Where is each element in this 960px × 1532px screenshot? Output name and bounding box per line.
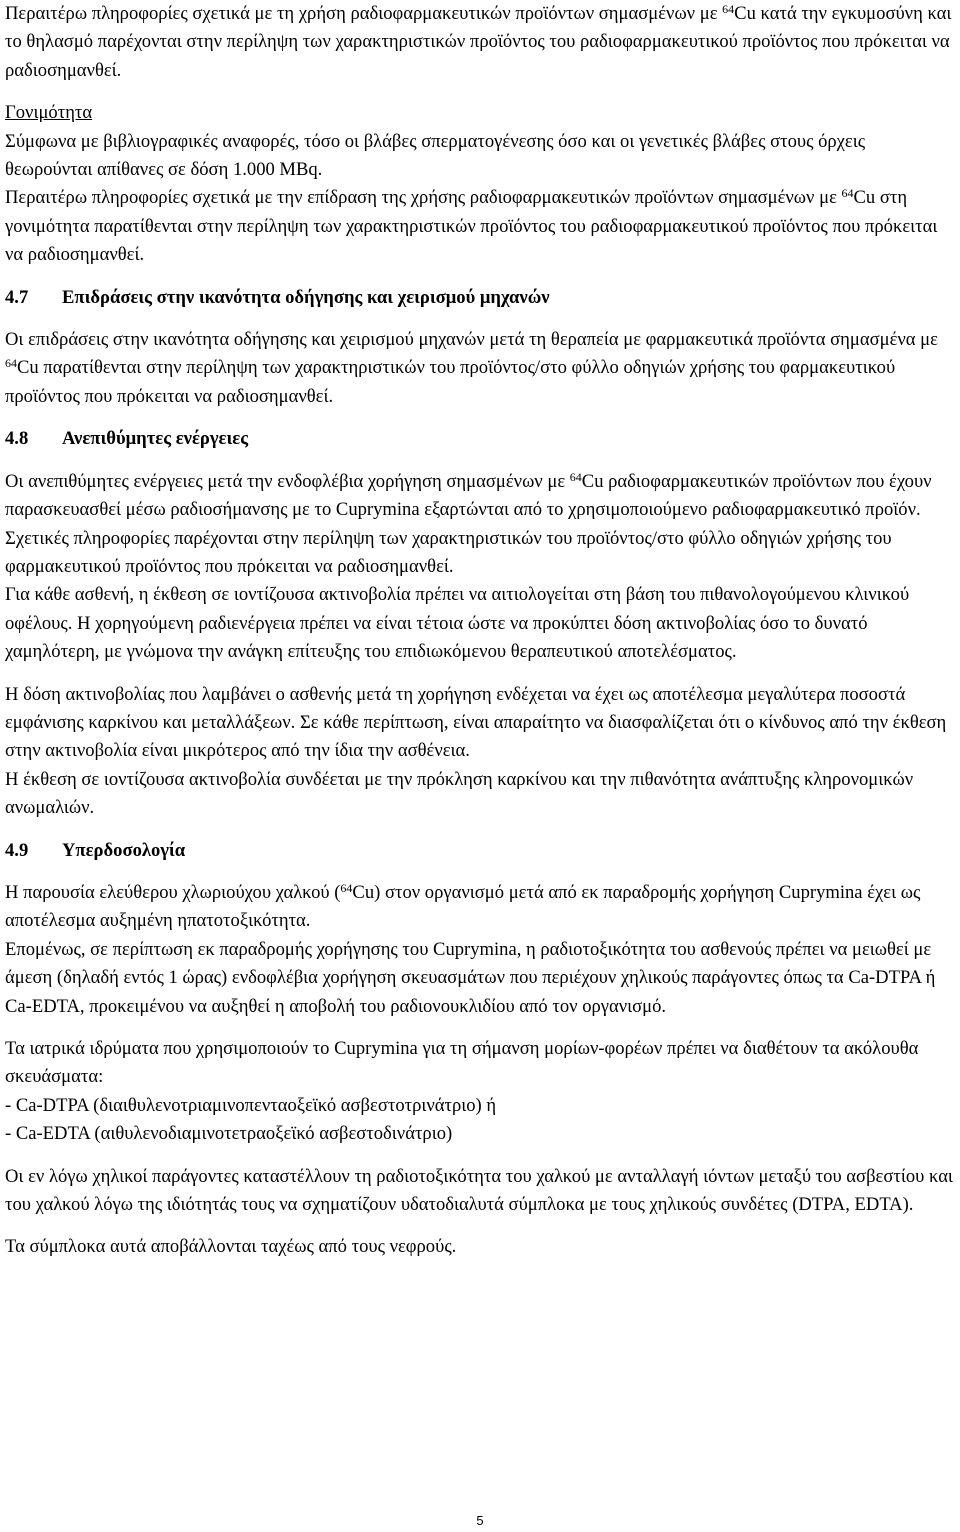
- list-item: - Ca-EDTA (αιθυλενοδιαμινοτετραοξεϊκό ασβεστοδινάτριο): [5, 1123, 453, 1145]
- fertility-heading: Γονιμότητα: [5, 102, 93, 124]
- fertility-paragraph-2: Περαιτέρω πληροφορίες σχετικά με την επίδραση της χρήσης ραδιοφαρμακευτικών προϊόντων σημασμένων με $^{64}$Cu στη γονιμότητα παρατίθενται στην περίληψη των χαρακτηριστικών προϊόντος του ραδιοφαρμακευτικού προϊόντος που πρόκειται να ραδιοσημανθεί.: [5, 186, 938, 266]
- section-4-7-paragraph: Οι επιδράσεις στην ικανότητα οδήγησης και χειρισμού μηχανών μετά τη θεραπεία με φαρμακευτικά προϊόντα σημασμένα με $^{64}$Cu παρατίθενται στην περίληψη των χαρακτηριστικών του προϊόντος/στο φύλλο οδηγιών χρήσης του φαρμακευτικού προϊόντος που πρόκειται να ραδιοσημανθεί.: [5, 329, 938, 407]
- section-4-9-paragraph-4: Οι εν λόγω χηλικοί παράγοντες καταστέλλουν τη ραδιοτοξικότητα του χαλκού με ανταλλαγή ιόντων μεταξύ του ασβεστίου και του χαλκού λόγω της ιδιότητάς τους να σχηματίζουν υδατοδιαλυτά σύμπλοκα με τους χηλικούς συνδέτες (DTPA, EDTA).: [5, 1165, 953, 1216]
- section-4-8-paragraph-3: Η δόση ακτινοβολίας που λαμβάνει ο ασθενής μετά τη χορήγηση ενδέχεται να έχει ως αποτέλεσμα μεγαλύτερα ποσοστά εμφάνισης καρκίνου και μεταλλάξεων. Σε κάθε περίπτωση, είναι απαραίτητο να διασφαλίζεται ότι ο κίνδυνος από την έκθεση στην ακτινοβολία είναι μικρότερος από την ίδια την ασθένεια.: [5, 683, 947, 762]
- page-number: 5: [476, 1513, 484, 1528]
- section-4-9-paragraph-1: Η παρουσία ελεύθερου χλωριούχου χαλκού ($^{64}$Cu) στον οργανισμό μετά από εκ παραδρομής χορήγηση Cuprymina έχει ως αποτέλεσμα αυξημένη ηπατοτοξικότητα.: [5, 880, 921, 932]
- intro-paragraph: Περαιτέρω πληροφορίες σχετικά με τη χρήση ραδιοφαρμακευτικών προϊόντων σημασμένων με $^{64}$Cu κατά την εγκυμοσύνη και το θηλασμό παρέχονται στην περίληψη των χαρακτηριστικών προϊόντος του ραδιοφαρμακευτικού προϊόντος που πρόκειται να ραδιοσημανθεί.: [5, 2, 952, 81]
- list-item: - Ca-DTPA (διαιθυλενοτριαμινοπενταοξεϊκό ασβεστοτρινάτριο) ή: [5, 1094, 497, 1116]
- section-4-8-paragraph-1: Οι ανεπιθύμητες ενέργειες μετά την ενδοφλέβια χορήγηση σημασμένων με $^{64}$Cu ραδιοφαρμακευτικών προϊόντων που έχουν παρασκευασθεί μέσω ραδιοσήμανσης με το Cuprymina εξαρτώνται από το χρησιμοποιούμενο ραδιοφαρμακευτικό προϊόν. Σχετικές πληροφορίες παρέχονται στην περίληψη των χαρακτηριστικών του προϊόντος/στο φύλλο οδηγιών χρήσης του φαρμακευτικού προϊόντος που πρόκειται να ραδιοσημανθεί.: [5, 469, 932, 577]
- section-4-8-heading: 4.8 Ανεπιθύμητες ενέργειες: [5, 428, 249, 450]
- section-4-9-paragraph-3: Τα ιατρικά ιδρύματα που χρησιμοποιούν το Cuprymina για τη σήμανση μορίων-φορέων πρέπει να διαθέτουν τα ακόλουθα σκευάσματα:: [5, 1038, 919, 1088]
- section-4-9-heading: 4.9 Υπερδοσολογία: [5, 839, 186, 861]
- fertility-paragraph-1: Σύμφωνα με βιβλιογραφικές αναφορές, τόσο οι βλάβες σπερματογένεσης όσο και οι γενετικές βλάβες στους όρχεις θεωρούνται απίθανες σε δόση 1.000 MBq.: [5, 130, 866, 181]
- section-4-8-paragraph-4: Η έκθεση σε ιοντίζουσα ακτινοβολία συνδέεται με την πρόκληση καρκίνου και την πιθανότητα ανάπτυξης κληρονομικών ανωμαλιών.: [5, 768, 914, 819]
- document-page: [5, 0, 957, 1262]
- section-4-9-paragraph-2: Επομένως, σε περίπτωση εκ παραδρομής χορήγησης του Cuprymina, η ραδιοτοξικότητα του ασθενούς πρέπει να μειωθεί με άμεση (δηλαδή εντός 1 ώρας) ενδοφλέβια χορήγηση σκευασμάτων που περιέχουν χηλικούς παράγοντες όπως τα Ca-DTPA ή Ca-EDTA, προκειμένου να αυξηθεί η αποβολή του ραδιονουκλιδίου από τον οργανισμό.: [5, 938, 936, 1017]
- section-4-9-paragraph-5: Τα σύμπλοκα αυτά αποβάλλονται ταχέως από τους νεφρούς.: [5, 1236, 457, 1258]
- section-4-7-heading: 4.7 Επιδράσεις στην ικανότητα οδήγησης και χειρισμού μηχανών: [5, 286, 550, 308]
- section-4-8-paragraph-2: Για κάθε ασθενή, η έκθεση σε ιοντίζουσα ακτινοβολία πρέπει να αιτιολογείται στη βάση του πιθανολογούμενου κλινικού οφέλους. Η χορηγούμενη ραδιενέργεια πρέπει να είναι τέτοια ώστε να προκύπτει δόση ακτινοβολίας όσο το δυνατό χαμηλότερη, με γνώμονα την ανάγκη επίτευξης του επιδιωκόμενου θεραπευτικού αποτελέσματος.: [5, 584, 910, 663]
